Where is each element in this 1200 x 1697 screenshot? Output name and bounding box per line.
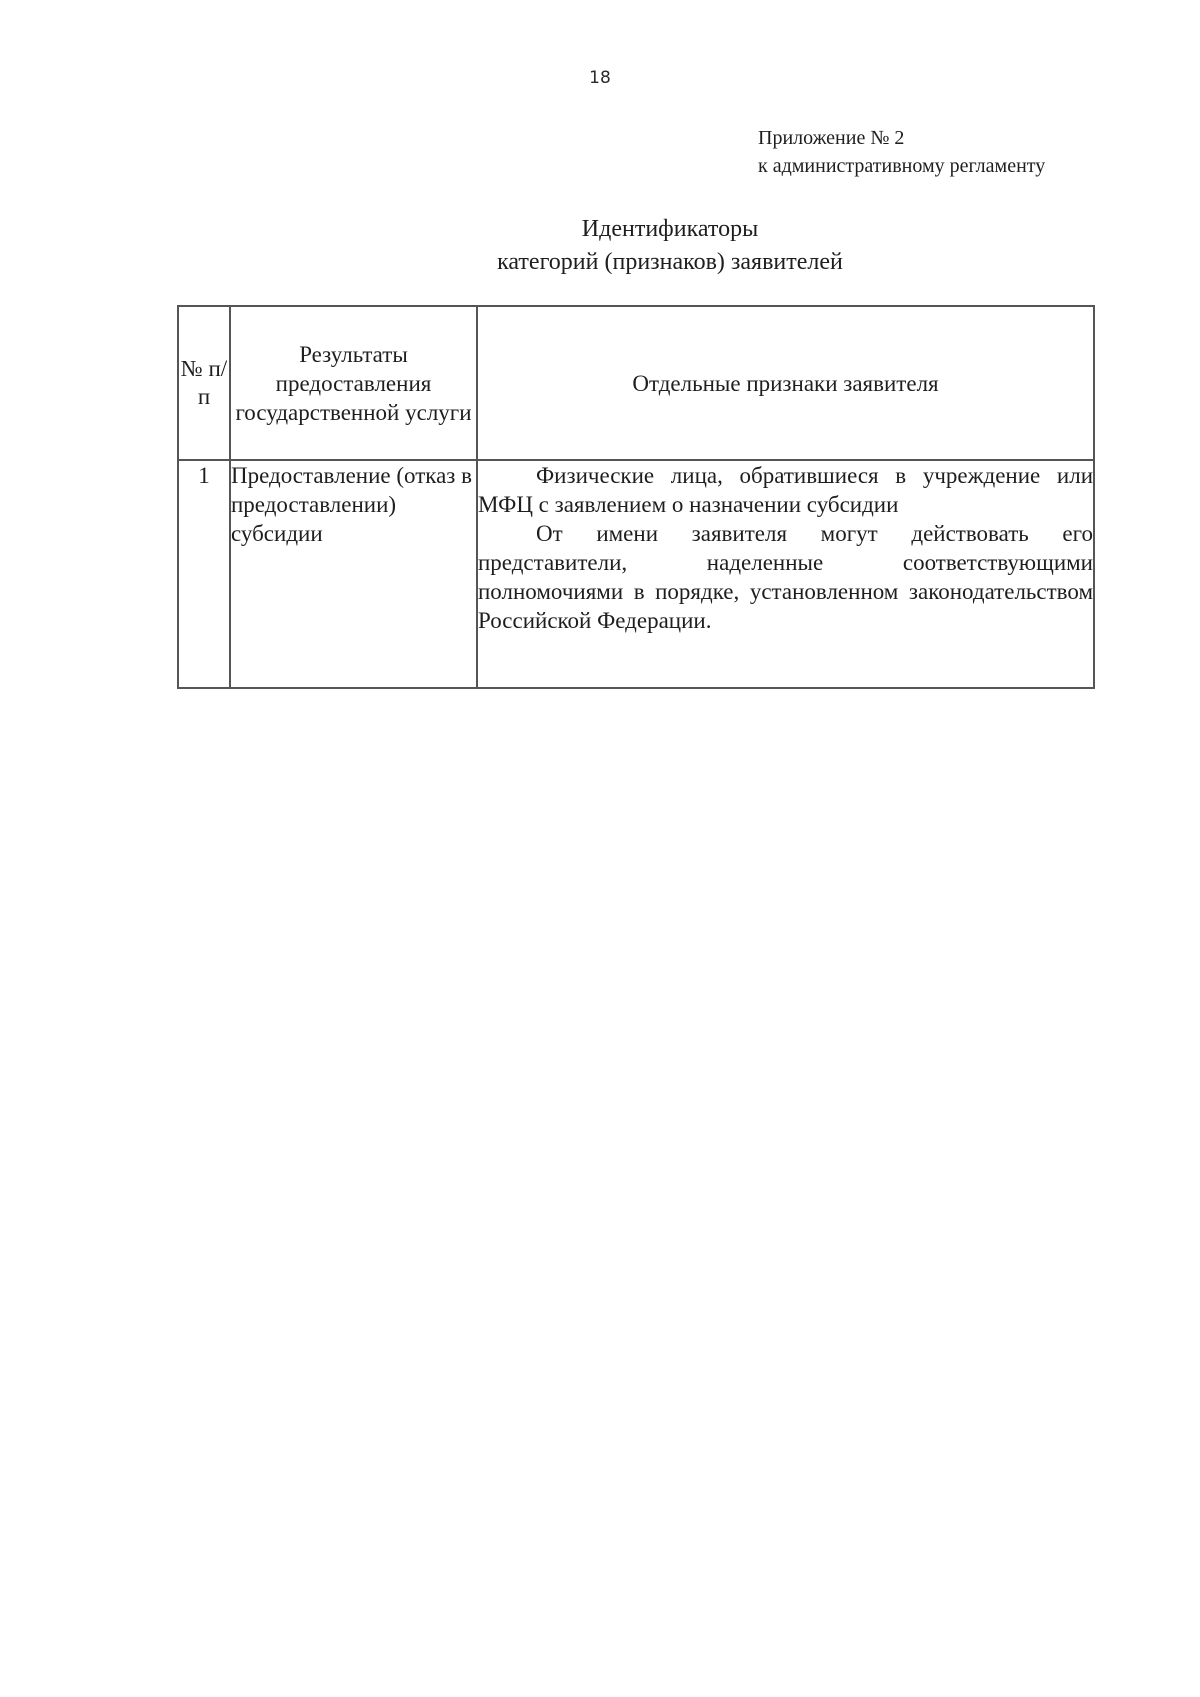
- document-title: [0, 213, 1200, 279]
- sign-paragraph: От имени заявителя могут действовать его представители, наделенные соответствующими полномочиями в порядке, установленном законодательством Российской Федерации.: [478, 521, 1093, 633]
- appendix-title: Приложение № 2: [758, 127, 905, 149]
- header-result: Результаты предоставления государственной услуги: [230, 306, 477, 460]
- document-title-line-1: Идентификаторы: [581, 216, 759, 242]
- header-signs: Отдельные признаки заявителя: [477, 306, 1094, 460]
- row-result: Предоставление (отказ в предоставлении) субсидии: [230, 460, 477, 688]
- appendix-note: [758, 124, 1045, 180]
- table-row: [178, 460, 1094, 688]
- row-number: 1: [178, 460, 230, 688]
- row-signs: [477, 460, 1094, 688]
- appendix-reference: к административному регламенту: [758, 155, 1046, 177]
- header-number: № п/п: [178, 306, 230, 460]
- sign-paragraph: Физические лица, обратившиеся в учреждение или МФЦ с заявлением о назначении субсидии: [478, 463, 1093, 517]
- table-header-row: [178, 306, 1094, 460]
- document-title-line-2: категорий (признаков) заявителей: [497, 249, 843, 275]
- applicant-categories-table: [177, 305, 1095, 689]
- page-number: 18: [589, 68, 611, 88]
